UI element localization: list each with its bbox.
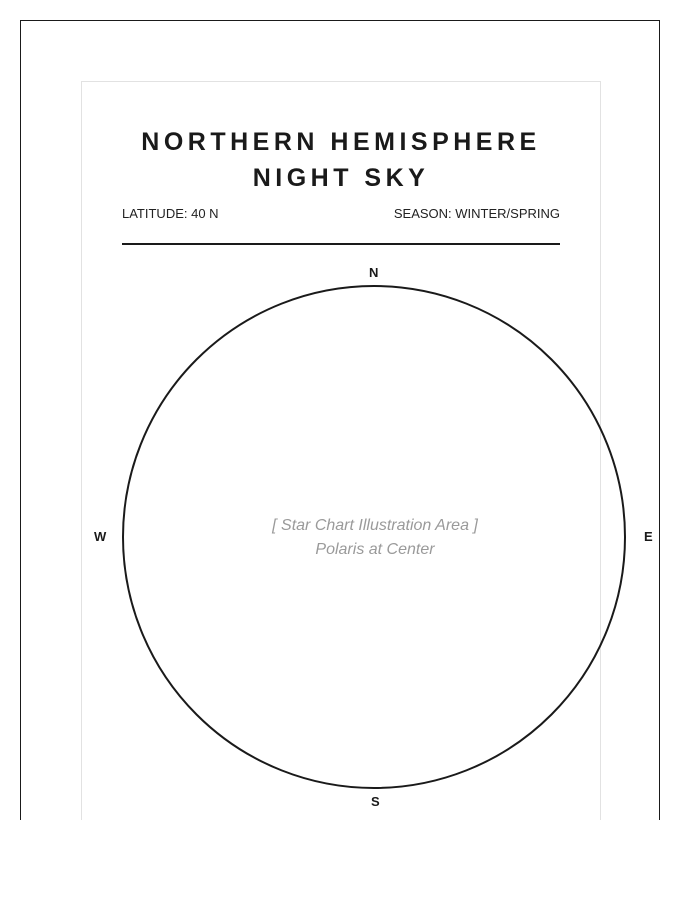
latitude-label: LATITUDE: 40 N — [122, 206, 219, 221]
compass-west-label: W — [94, 529, 107, 544]
compass-south-label: S — [371, 794, 380, 809]
title-line-2: NIGHT SKY — [252, 164, 430, 192]
compass-north-label: N — [369, 265, 379, 280]
placeholder-line-2: Polaris at Center — [315, 541, 435, 558]
outer-frame — [20, 20, 660, 820]
placeholder-line-1: [ Star Chart Illustration Area ] — [272, 517, 478, 534]
chart-placeholder-text — [175, 514, 575, 562]
season-label: SEASON: WINTER/SPRING — [393, 206, 560, 221]
star-chart-area — [21, 21, 660, 820]
title-line-1: NORTHERN HEMISPHERE — [141, 128, 541, 156]
compass-east-label: E — [644, 529, 653, 544]
